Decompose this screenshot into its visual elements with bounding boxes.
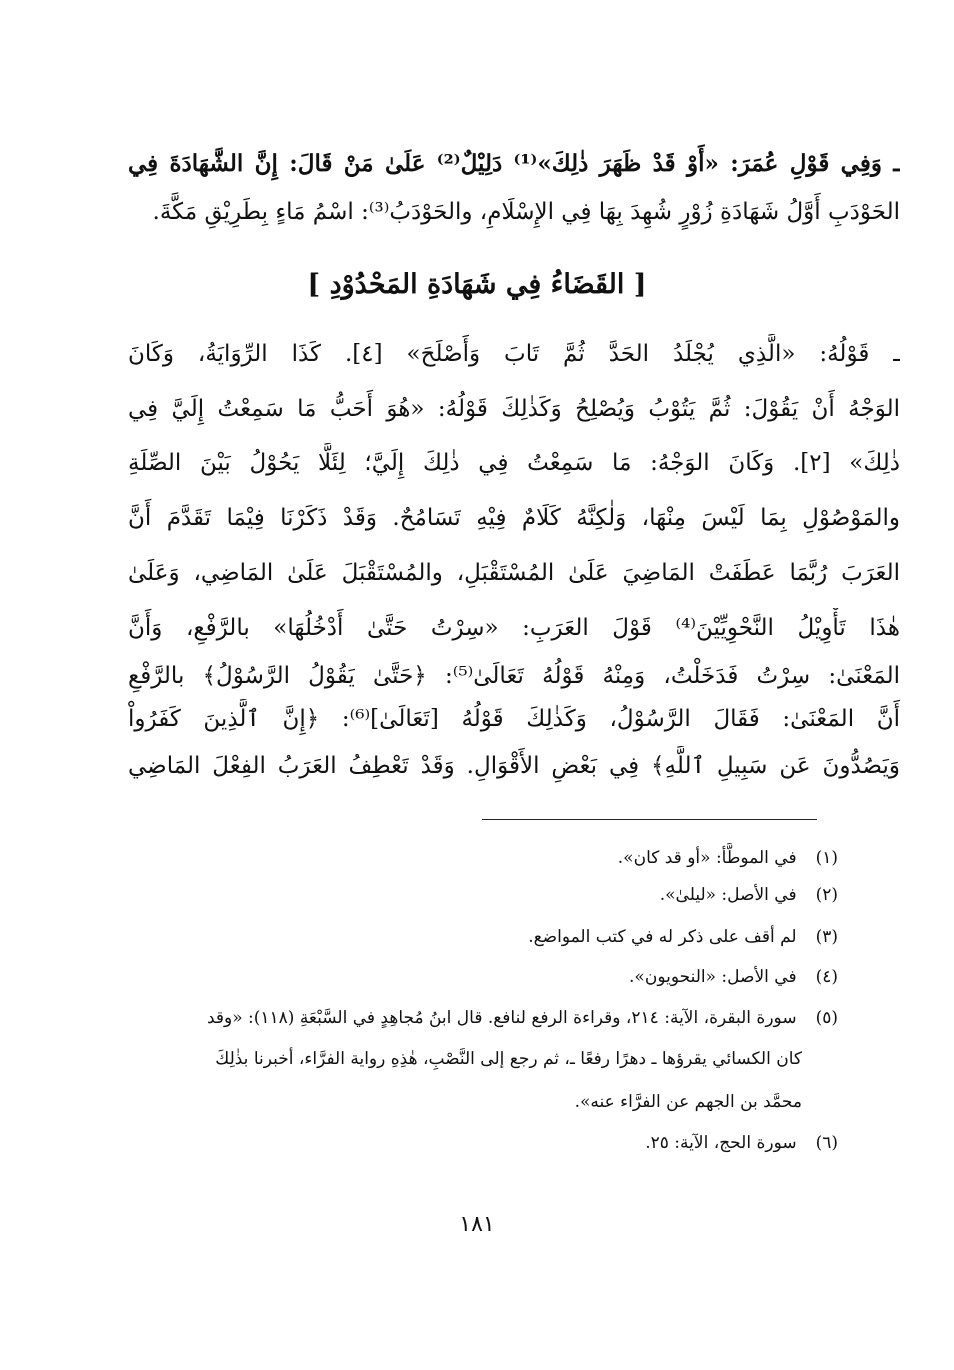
footnote-number: (٥) [815,1008,838,1028]
footnote-number: (٣) [815,927,838,947]
footnote-5-continuation: محمَّد بن الجهم عن الفرَّاء عنه». [574,1092,802,1112]
footnote-separator [482,819,817,820]
footnote-text: سورة البقرة، الآية: ٢١٤، وقراءة الرفع لنافع. قال ابنُ مُجاهِدٍ في السَّبْعَةِ (١١٨): «وقد [206,1008,797,1028]
footnote-5-continuation: كان الكسائي يقرؤها ـ دهرًا رفعًا ـ، ثم رجع إلى النَّصْبِ، هٰذِهِ رواية الفرَّاء، أخبرنا بذٰلِكَ [215,1049,802,1069]
footnote-text: لم أقف على ذكر له في كتب المواضع. [528,927,797,947]
paragraph-line: العَرَبَ رُبَّمَا عَطَفَتْ المَاضِيَ عَلَىٰ المُسْتَقْبَلِ، والمُسْتَقْبَلَ عَلَىٰ المَاضِي، وَعَلَىٰ [128,560,900,586]
footnote-text: في الأصل: «النحويون». [629,967,797,987]
footnote-text: في الأصل: «ليلىٰ». [659,885,797,905]
paragraph-line: الوَجْهُ أَنْ يَقُوْلَ: ثُمَّ يَتُوْبُ وَيُصْلِحُ وَكَذٰلِكَ قَوْلُهُ: «هُوَ أَحَبُّ مَا سَمِعْتُ إِلَيَّ فِي [128,396,900,422]
paragraph-line: أَنَّ المَعْنَىٰ: فَقَالَ الرَّسُوْلُ، وَكَذٰلِكَ قَوْلُهُ [تَعَالَىٰ]⁽⁶⁾: ﴿إِنَّ ٱلَّذِينَ كَفَرُواْ [128,706,900,732]
paragraph-line: والمَوْصُوْلِ بِمَا لَيْسَ مِنْهَا، وَلٰكِنَّهُ كَلَامٌ فِيْهِ تَسَامُحٌ. وَقَدْ ذَكَرْنَا فِيْمَا تَقَدَّمَ أَنَّ [128,505,900,531]
paragraph-line: المَعْنَىٰ: سِرْتُ فَدَخَلْتُ، وَمِنْهُ قَوْلُهُ تَعَالَىٰ⁽⁵⁾: ﴿حَتَّىٰ يَقُوْلُ الرَّسُوْلُ﴾ بالرَّفْعِ [128,663,900,689]
footnote-1 [112,843,838,873]
footnote-number: (١) [815,848,838,868]
paragraph-line: ـ قَوْلُهُ: «الَّذِي يُجْلَدُ الحَدَّ ثُمَّ تَابَ وَأَصْلَحَ» [٤]. كَذَا الرِّوَايَةُ، وَكَانَ [128,341,900,367]
paragraph-line: ـ وَفِي قَوْلِ عُمَرَ: «أَوْ قَدْ ظَهَرَ ذٰلِكَ»⁽¹⁾ دَلِيْلٌ⁽²⁾ عَلَىٰ مَنْ قَالَ: إِنَّ الشَّهَادَةَ فِي [128,150,900,177]
page-number: ١٨١ [459,1212,495,1237]
footnote-6 [112,1128,838,1158]
section-heading: [ القَضَاءُ فِي شَهَادَةِ المَحْدُوْدِ ] [307,269,647,300]
paragraph-line: هٰذَا تَأْوِيْلُ النَّحْوِيِّيْنَ⁽⁴⁾ قَوْلَ العَرَبِ: «سِرْتُ حَتَّىٰ أَدْخُلُهَا» بالرَّفْعِ، وَأَنَّ [128,615,900,641]
paragraph-line: ذٰلِكَ» [٢]. وَكَانَ الوَجْهُ: مَا سَمِعْتُ فِي ذٰلِكَ إِلَيَّ؛ لِئَلَّا يَحُوْلُ بَيْنَ الصِّلَةِ [128,450,900,476]
footnote-number: (٦) [815,1133,838,1153]
paragraph-line: وَيَصُدُّونَ عَن سَبِيلِ ٱللَّهِ﴾ فِي بَعْضِ الأَقْوَالِ. وَقَدْ تَعْطِفُ العَرَبُ الفِعْلَ المَاضِي [128,753,900,779]
footnote-2 [112,880,838,910]
footnote-4 [112,962,838,992]
footnote-number: (٤) [815,967,838,987]
footnote-text: سورة الحج، الآية: ٢٥. [645,1133,797,1153]
footnote-5 [112,1003,838,1033]
footnote-number: (٢) [815,885,838,905]
footnote-3 [112,922,838,952]
footnote-text: في الموطَّأ: «أو قد كان». [617,848,797,868]
paragraph-line: الحَوْدَبِ أَوَّلُ شَهَادَةِ زُوْرٍ شُهِدَ بِهَا فِي الإِسْلَامِ، والحَوْدَبُ⁽³⁾: اسْمُ مَاءٍ بِطَرِيْقِ مَكَّةَ. [152,199,900,225]
